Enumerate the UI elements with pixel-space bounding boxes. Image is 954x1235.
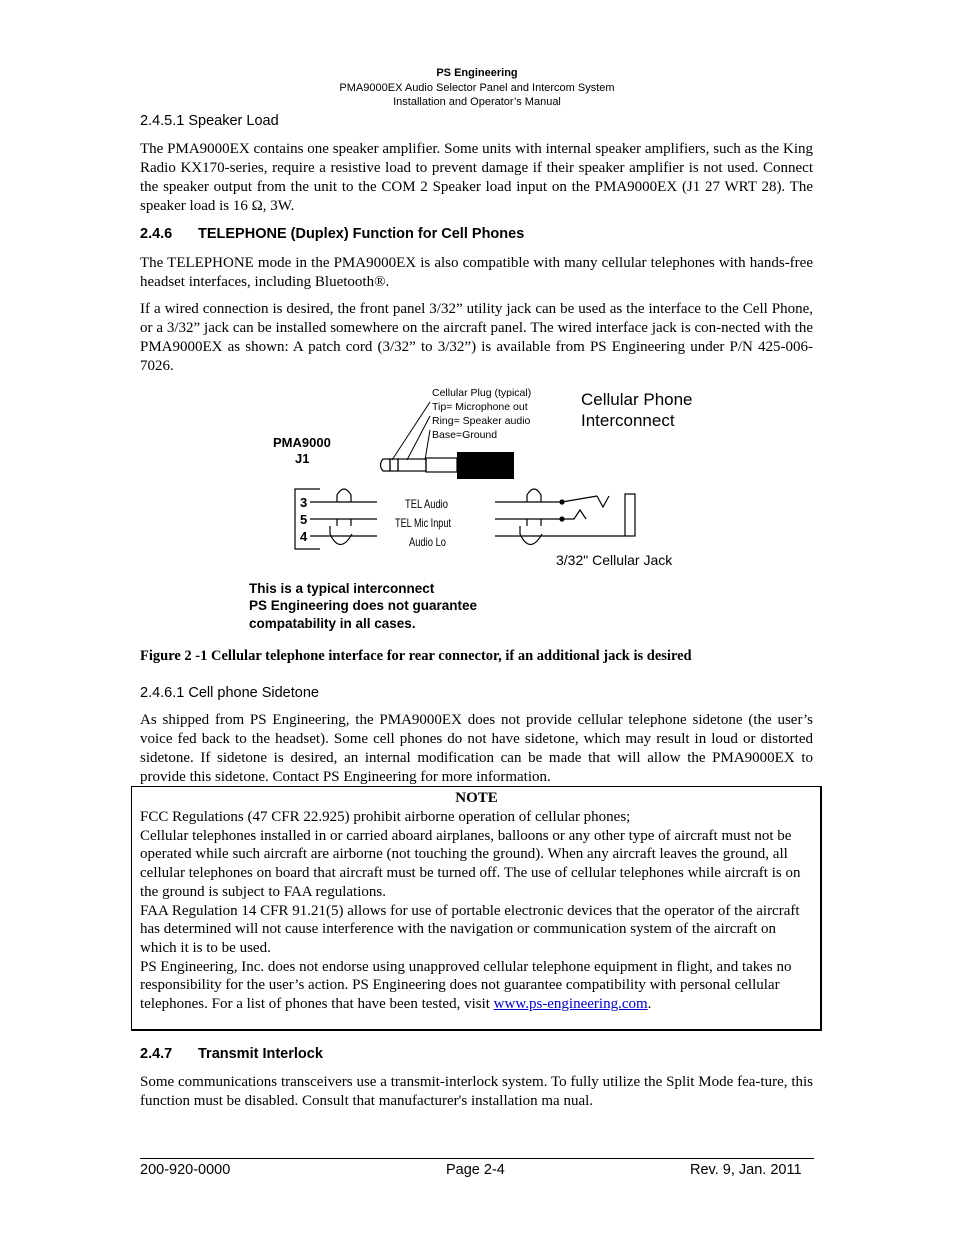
header-product: PMA9000EX Audio Selector Panel and Intercom System bbox=[339, 82, 615, 94]
plug-label-line: Tip= Microphone out bbox=[432, 401, 528, 413]
telephone-paragraph-1: The TELEPHONE mode in the PMA9000EX is also compatible with many cellular telephones with hands-free headset interfaces, including Bluetooth®. bbox=[140, 255, 813, 290]
section-number: 2.4.6 bbox=[140, 226, 173, 242]
note-text: . bbox=[647, 996, 652, 1013]
section-title: TELEPHONE (Duplex) Function for Cell Phones bbox=[198, 226, 525, 242]
website-link[interactable]: www.ps-engineering.com bbox=[493, 996, 648, 1013]
plug-label-line: Base=Ground bbox=[432, 429, 498, 441]
heading-telephone-function bbox=[140, 226, 524, 242]
right-wiring bbox=[495, 489, 562, 545]
pin-number: 3 bbox=[300, 495, 308, 510]
heading-speaker-load: 2.4.5.1 Speaker Load bbox=[140, 113, 279, 129]
jack-label: 3/32" Cellular Jack bbox=[556, 552, 673, 568]
heading-transmit-interlock bbox=[140, 1046, 323, 1062]
footer-doc-number: 200-920-0000 bbox=[140, 1162, 231, 1178]
header-company: PS Engineering bbox=[436, 67, 518, 79]
signal-label: TEL Mic Input bbox=[395, 516, 452, 530]
figure-title-line: Interconnect bbox=[581, 411, 675, 430]
figure-caption: Figure 2 -1 Cellular telephone interface for rear connector, if an additional jack is desired bbox=[140, 648, 692, 664]
left-wiring bbox=[310, 489, 377, 545]
cellular-interconnect-diagram bbox=[240, 380, 710, 640]
plug-label-line: Ring= Speaker audio bbox=[432, 415, 531, 427]
sidetone-paragraph: As shipped from PS Engineering, the PMA9000EX does not provide cellular telephone sidetone (the user’s voice fed back to the headset). Some cell phones do not have sidetone, which may result in loud or distorted sidetone. If sidetone is desired, an internal modification can be made that will allow the PMA9000EX to provide this sidetone. Contact PS Engineering for more information. bbox=[140, 712, 813, 785]
disclaimer-line: This is a typical interconnect bbox=[249, 581, 435, 596]
speaker-load-paragraph: The PMA9000EX contains one speaker amplifier. Some units with internal speaker amplifiers, such as the King Radio KX170-series, require a resistive load to prevent damage if their speaker amplifier is not used. Connect the speaker output from the unit to the COM 2 Speaker load input on the PMA9000EX (J1 27 WRT 28). The speaker load is 16 Ω, 3W. bbox=[140, 141, 813, 214]
footer-revision: Rev. 9, Jan. 2011 bbox=[690, 1162, 802, 1178]
connector-label: J1 bbox=[295, 451, 310, 466]
unit-label: PMA9000 bbox=[273, 435, 331, 450]
footer-rule bbox=[140, 1158, 814, 1159]
section-number: 2.4.7 bbox=[140, 1046, 173, 1062]
disclaimer-line: PS Engineering does not guarantee bbox=[249, 598, 478, 613]
callout-line bbox=[425, 430, 430, 460]
transmit-interlock-paragraph: Some communications transceivers use a transmit-interlock system. To fully utilize the Split Mode fea-ture, this function must be disabled. Consult that manufacturer's installation ma nual. bbox=[140, 1074, 813, 1109]
note-title: NOTE bbox=[455, 790, 498, 806]
note-paragraph: Cellular telephones installed in or carried aboard airplanes, balloons or any other type of aircraft must not be operated while such aircraft are airborne (not touching the ground). When any aircraft leaves the ground, all cellular telephones on board that aircraft must be turned off. The use of cellular telephones while aircraft is on the ground is subject to FAA regulations. bbox=[140, 827, 801, 900]
heading-cell-phone-sidetone: 2.4.6.1 Cell phone Sidetone bbox=[140, 685, 319, 701]
note-text: PS Engineering, Inc. does not endorse using unapproved cellular telephone equipment in flight, and takes no responsibility for the user’s action. PS Engineering does not guarantee compatibility with personal cellular telephones. For a list of phones that have been tested, visit bbox=[140, 958, 792, 1013]
note-paragraph bbox=[140, 958, 812, 1014]
pin-number: 4 bbox=[300, 529, 308, 544]
footer-page-number: Page 2-4 bbox=[446, 1162, 505, 1178]
section-title: Transmit Interlock bbox=[198, 1046, 323, 1062]
telephone-paragraph-2: If a wired connection is desired, the front panel 3/32” utility jack can be used as the interface to the Cell Phone, or a 3/32” jack can be installed somewhere on the aircraft panel. The wired interface jack is con-nected with the PMA9000EX as shown: A patch cord (3/32” to 3/32”) is available from PS Engineering under P/N 425-006-7026. bbox=[140, 301, 813, 374]
note-line: FCC Regulations (47 CFR 22.925) prohibit airborne operation of cellular phones; bbox=[140, 809, 631, 825]
pin-number: 5 bbox=[300, 512, 308, 527]
plug-label-line: Cellular Plug (typical) bbox=[432, 387, 532, 399]
cellular-plug-icon bbox=[381, 452, 515, 479]
cellular-jack-icon bbox=[560, 494, 635, 536]
note-paragraph: FAA Regulation 14 CFR 91.21(5) allows for use of portable electronic devices that the operator of the aircraft has determined will not cause interference with the navigation or communication system of the aircraft on which it is to be used. bbox=[140, 902, 800, 956]
signal-label: Audio Lo bbox=[409, 535, 447, 549]
disclaimer-line: compatability in all cases. bbox=[249, 616, 416, 631]
figure-title-line: Cellular Phone bbox=[581, 390, 693, 409]
header-manual: Installation and Operator’s Manual bbox=[393, 96, 561, 108]
note-body bbox=[140, 808, 812, 1014]
signal-label: TEL Audio bbox=[405, 497, 449, 511]
